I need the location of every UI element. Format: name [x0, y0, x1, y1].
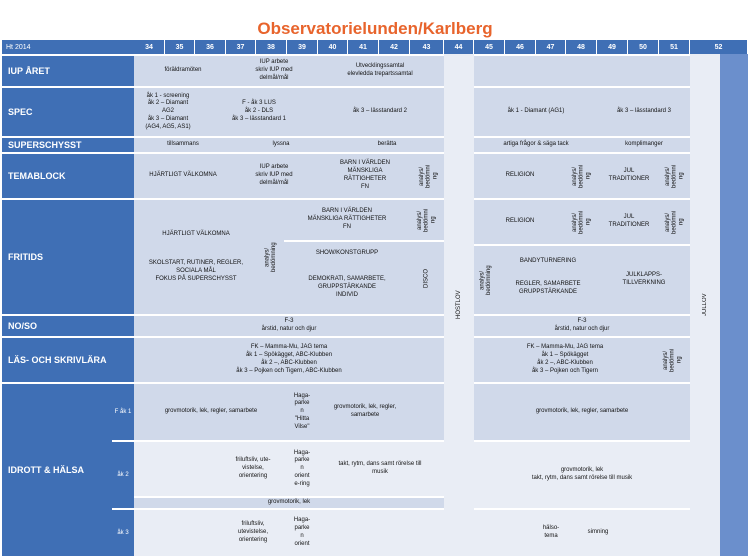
fritids-analys-4: analys/ bedömni ng [660, 200, 690, 244]
idrott-ak2-empty [134, 442, 218, 496]
row-superschysst: SUPERSCHYSST [2, 138, 134, 152]
week-6: 40 [318, 40, 347, 54]
week-9: 43 [410, 40, 443, 54]
fritids-bandy: BANDYTURNERING [519, 258, 577, 265]
super-beratta: berätta [330, 138, 444, 152]
idrott-ak2-grovmotorik: grovmotorik, lek [134, 498, 444, 508]
spec-screening: åk 1 - screening åk 2 – Diamant AG2 åk 3 – Diamant (AG4, AG5, AS1) [134, 88, 202, 136]
fritids-show: SHOW/KONSTGRUPP [315, 250, 379, 257]
noso-left: F-3 årstid, natur och djur [134, 316, 444, 336]
idrott-ak3-empty-2 [316, 510, 444, 556]
fritids-regler: REGLER, SAMARBETE GRUPPSTÄRKANDE [515, 281, 581, 295]
row-spec: SPEC [2, 88, 134, 136]
fritids-barn-i-varlden: BARN I VÄRLDEN MÄNSKLIGA RÄTTIGHETER FN [284, 200, 410, 240]
week-7: 41 [348, 40, 378, 54]
las-analys: analys/ bedömni ng [656, 338, 690, 382]
row-idrott: IDROTT & HÄLSA [2, 384, 112, 556]
week-10: 44 [444, 40, 473, 54]
idrott-ak2-friluftsliv: friluftsliv, ute- vistelse, orientering [218, 442, 288, 496]
row-fritids: FRITIDS [2, 200, 134, 314]
week-2: 36 [195, 40, 225, 54]
idrott-ak3-halsotema: hälso- tema [536, 510, 566, 556]
fritids-julklapps: JULKLAPPS- TILLVERKNING [598, 246, 690, 314]
idrott-ak1-hagaparken: Haga- parke n "Hitta Vilse" [288, 384, 316, 440]
week-1: 35 [165, 40, 194, 54]
idrott-ak3-empty-4 [630, 510, 690, 556]
fritids-demokrati: DEMOKRATI, SAMARBETE, GRUPPSTÄRKANDE INDIVID [308, 276, 386, 298]
fritids-analys-1: analys/ bedömning [258, 200, 284, 314]
tema-barn-i-varlden: BARN I VÄRLDEN MÄNSKLIGA RÄTTIGHETER FN [316, 154, 414, 198]
fritids-religion: RELIGION [474, 200, 566, 244]
page-title: Observatorielunden/Karlberg [257, 19, 493, 38]
idrott-ak2-takt: takt, rytm, dans samt rörelse till musik [316, 442, 444, 496]
idrott-ak2-right: grovmotorik, lek takt, rytm, dans samt rörelse till musik [474, 442, 690, 508]
week-3: 37 [226, 40, 255, 54]
week-4: 38 [256, 40, 286, 54]
idrott-ak1-grovmotorik: grovmotorik, lek, regler, samarbete [134, 384, 288, 440]
week-14: 48 [566, 40, 596, 54]
tema-analys-2: analys/ bedömni ng [566, 154, 598, 198]
row-temablock: TEMABLOCK [2, 154, 134, 198]
idrott-ak3-friluftsliv: friluftsliv, utevistelse, orientering [218, 510, 288, 556]
week-17: 51 [659, 40, 689, 54]
fritids-analys-5: analys/ bedömning [474, 246, 498, 314]
week-13: 47 [536, 40, 565, 54]
week-8: 42 [379, 40, 409, 54]
week-15: 49 [597, 40, 627, 54]
spec-lasstandard-2: åk 3 – lässtandard 2 [316, 88, 444, 136]
idrott-ak1-empty [414, 384, 444, 440]
iup-empty [474, 56, 690, 86]
tema-valkomna: HJÄRTLIGT VÄLKOMNA [134, 154, 232, 198]
week-12: 46 [505, 40, 535, 54]
fritids-valkomna: HJÄRTLIGT VÄLKOMNA [162, 231, 230, 238]
noso-right: F-3 årstid, natur och djur [474, 316, 690, 336]
tema-analys-1: analys/ bedömni ng [414, 154, 444, 198]
right-strip [720, 54, 748, 556]
spec-lasstandard-3: åk 3 – lässtandard 3 [598, 88, 690, 136]
jullov-label: JULLOV [702, 293, 708, 317]
fritids-skolstart: SKOLSTART, RUTINER, REGLER, SOCIALA MÅL FOKUS PÅ SUPERSCHYSST [148, 260, 244, 282]
tema-iup-arbete: IUP arbete skriv IUP med delmål/mål [232, 154, 316, 198]
week-0: 34 [134, 40, 164, 54]
sub-ak3: åk 3 [112, 510, 134, 556]
fritids-disco: DISCO [410, 242, 444, 314]
las-left: FK – Mamma-Mu, JAG tema åk 1 – Spökägget, ABC-Klubben åk 2 –, ABC-Klubben åk 3 – Pojken och Tigern, ABC-Klubben [134, 338, 444, 382]
idrott-ak3-simning: simning [566, 510, 630, 556]
fritids-jul: JUL TRADITIONER [598, 200, 660, 244]
spec-lus: F - åk 3 LUS åk 2 - DLS åk 3 – lässtandard 1 [202, 88, 316, 136]
iup-foraldramoten: föräldramöten [134, 56, 232, 86]
sub-ak1: F åk 1 [112, 384, 134, 440]
tema-analys-3: analys/ bedömni ng [660, 154, 690, 198]
iup-arbete: IUP arbete skriv IUP med delmål/mål [232, 56, 316, 86]
term-label: Ht 2014 [2, 40, 134, 54]
tema-jul-traditioner: JUL TRADITIONER [598, 154, 660, 198]
super-artiga-fragor: artiga frågor & säga tack [474, 138, 598, 152]
super-lyssna: lyssna [232, 138, 330, 152]
hostlov-label: HÖSTLOV [456, 290, 462, 320]
week-11: 45 [474, 40, 504, 54]
row-noso: NO/SO [2, 316, 134, 336]
super-tillsammans: tillsammans [134, 138, 232, 152]
tema-religion: RELIGION [474, 154, 566, 198]
sub-ak2: åk 2 [112, 442, 134, 508]
idrott-ak3-empty-3 [474, 510, 536, 556]
idrott-ak1-regler: grovmotorik, lek, regler, samarbete [316, 384, 414, 440]
idrott-ak3-hagaparken: Haga- parke n orient [288, 510, 316, 556]
idrott-ak1-right: grovmotorik, lek, regler, samarbete [474, 384, 690, 440]
fritids-analys-2: analys/ bedömni ng [410, 200, 444, 240]
idrott-ak3-empty [134, 510, 218, 556]
week-18: 52 [690, 40, 747, 54]
week-16: 50 [628, 40, 658, 54]
fritids-analys-3: analys/ bedömni ng [566, 200, 598, 244]
row-iup: IUP ÅRET [2, 56, 134, 86]
idrott-ak2-hagaparken: Haga- parke n orient e-ring [288, 442, 316, 496]
week-5: 39 [287, 40, 317, 54]
super-komplimanger: komplimanger [598, 138, 690, 152]
las-right: FK – Mamma-Mu, JAG tema åk 1 – Spökägget åk 2 –, ABC-Klubben åk 3 – Pojken och Tigern [474, 338, 656, 382]
row-las: LÄS- OCH SKRIVLÄRA [2, 338, 134, 382]
iup-utvecklingssamtal: Utvecklingssamtal elevledda trepartssamtal [316, 56, 444, 86]
spec-diamant: åk 1 - Diamant (AG1) [474, 88, 598, 136]
